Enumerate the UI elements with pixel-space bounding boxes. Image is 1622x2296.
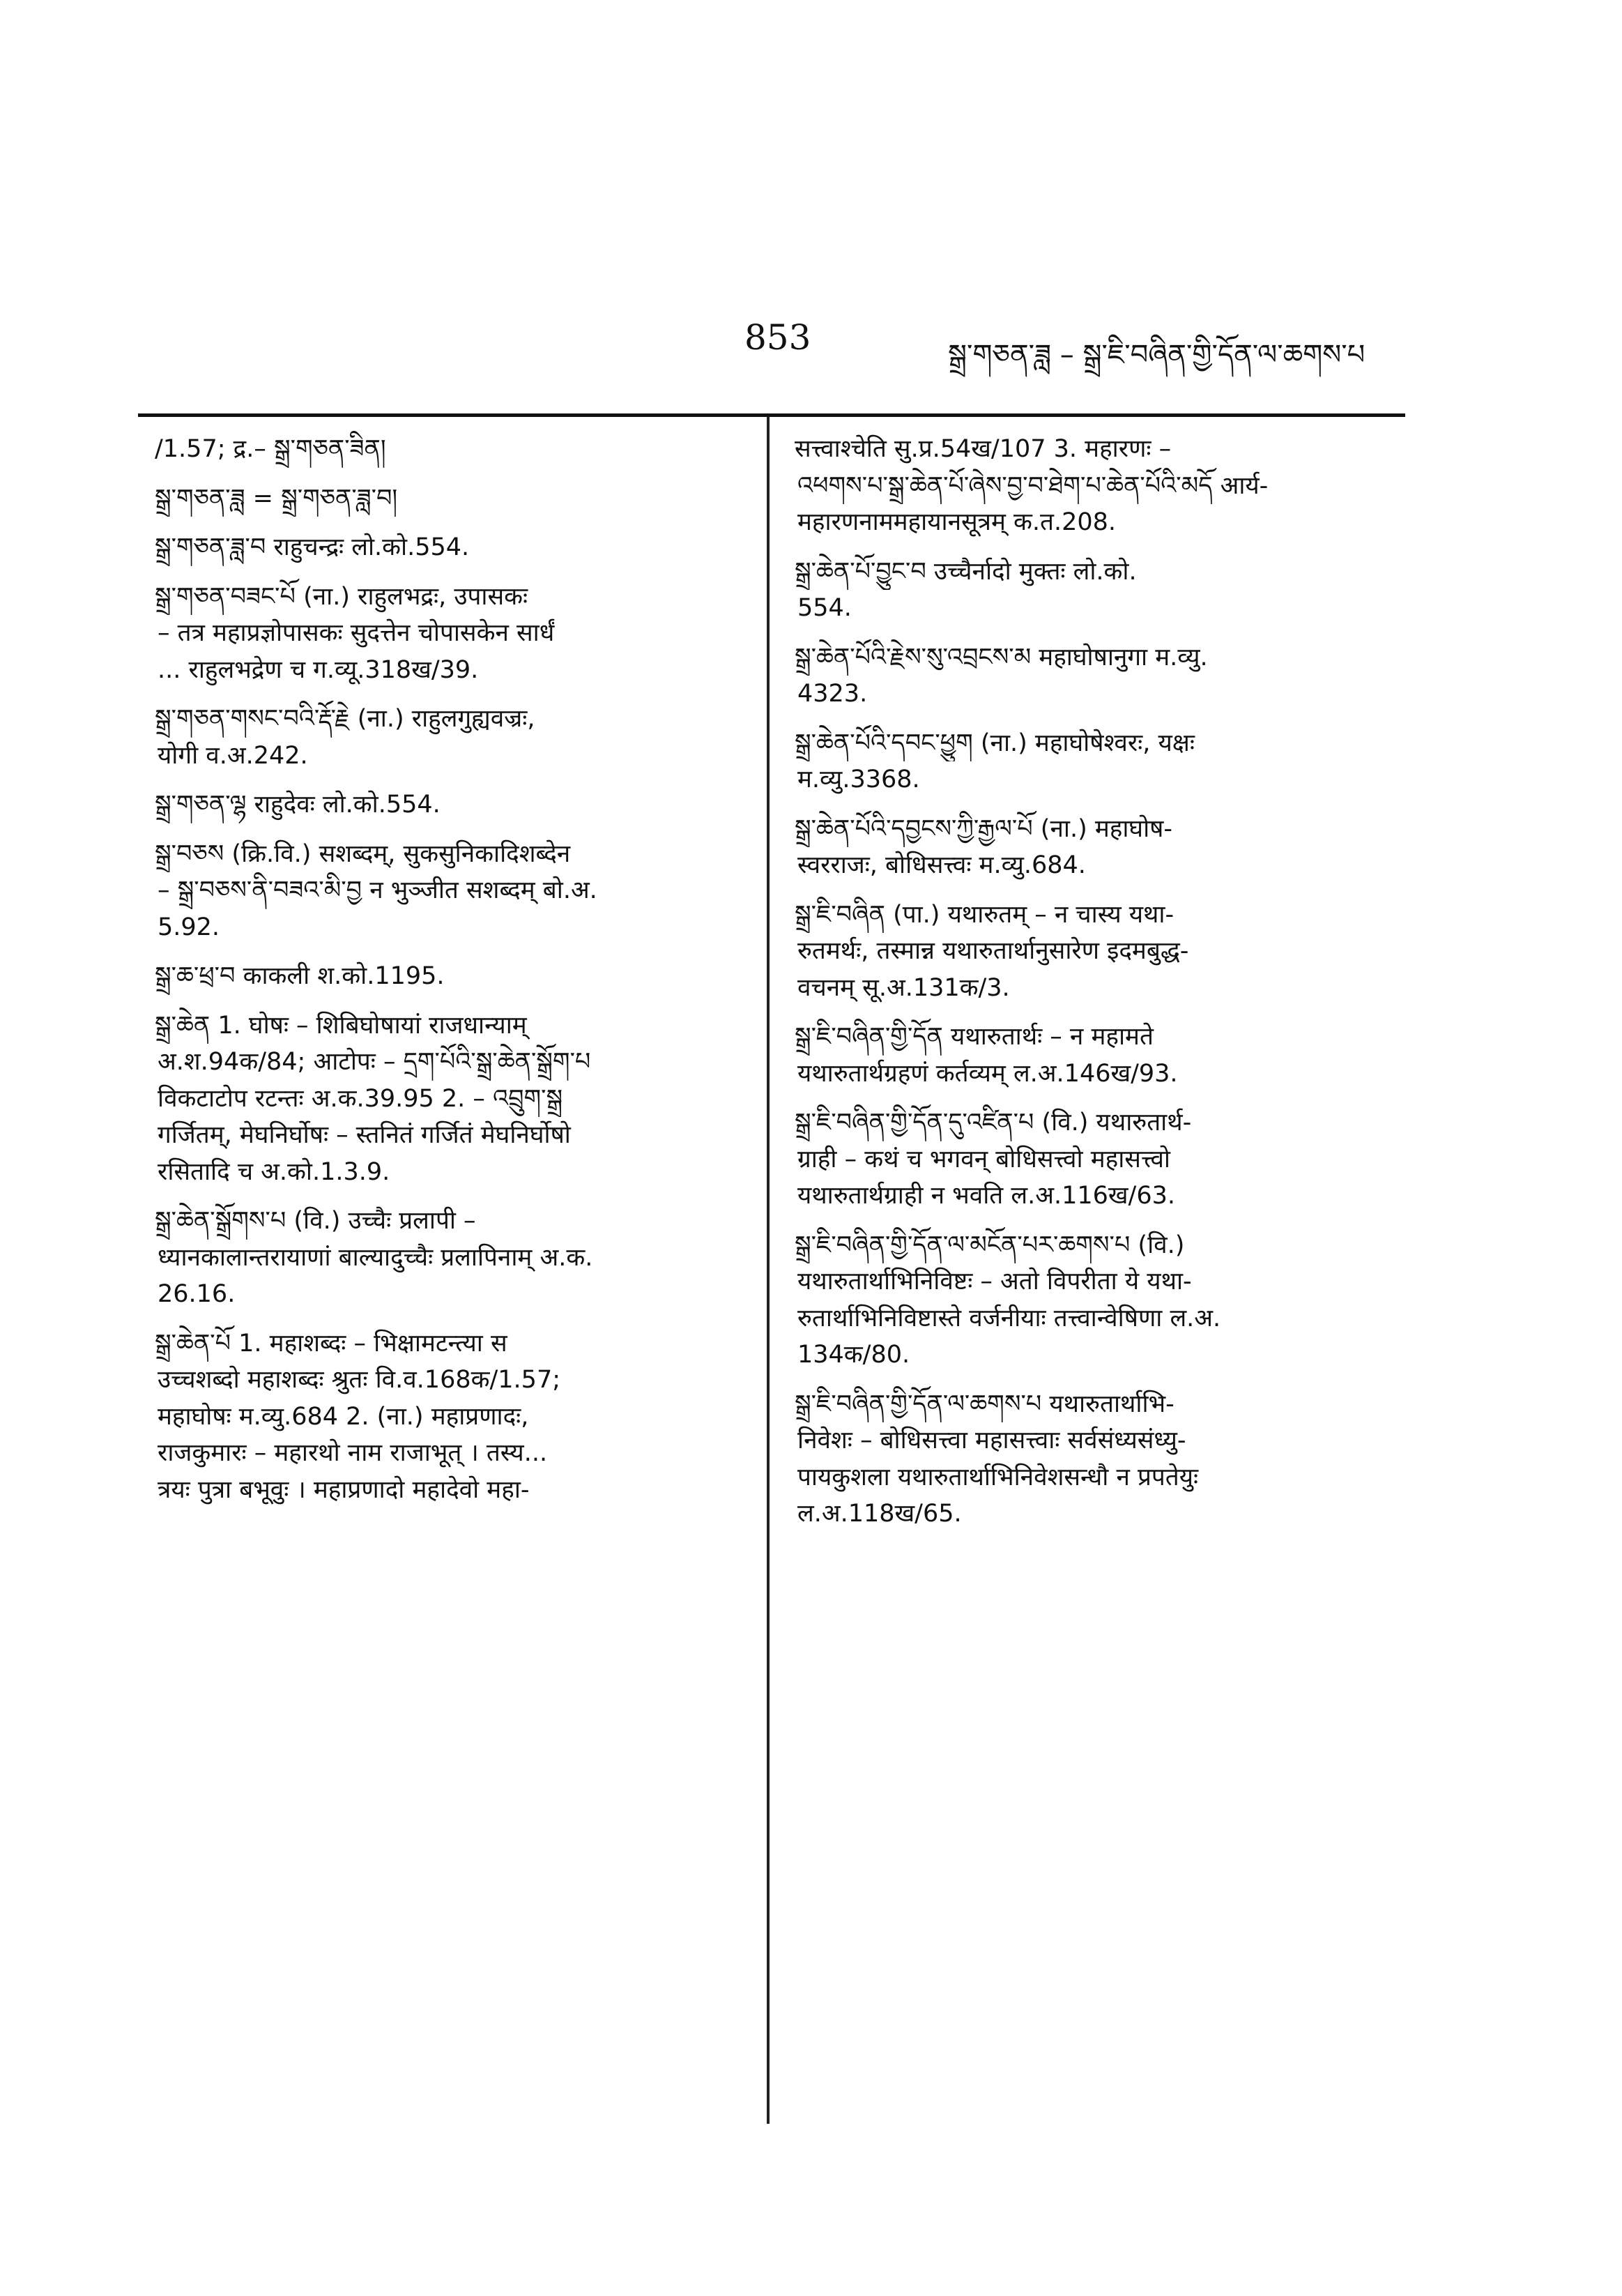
entry-headline: སྒྲ་ཆེན་སྒྲོགས་པ (वि.) उच्चैः प्रलापी – (155, 1207, 476, 1235)
dictionary-entry (795, 725, 1401, 798)
entry-line: वचनम् सू.अ.131क/3. (797, 973, 1010, 1002)
dictionary-entry (155, 1203, 761, 1313)
entry-headline: སྒྲ་ཇི་བཞིན (पा.) यथारुतम् – न चास्य यथा- (795, 900, 1175, 929)
entry-line: विकटाटोप रटन्तः अ.क.39.95 2. – འབྲུག་སྒྲ (158, 1084, 563, 1113)
entry-headline: སྒྲ་ཇི་བཞིན་གྱི་དོན यथारुतार्थः – न महामते (795, 1023, 1154, 1051)
entry-line: འཕགས་པ་སྒྲ་ཆེན་པོ་ཞེས་བྱ་བ་ཐེག་པ་ཆེན་པོའི་མདོ आर्य- (797, 471, 1269, 500)
entry-line: ध्यानकालान्तरायाणां बाल्यादुच्चैः प्रलापिनाम् अ.क. (158, 1243, 593, 1272)
entry-headline: སྒྲ་ཆེན་པོའི་རྗེས་སུ་འབྲངས་མ महाघोषानुगा म.व्यु. (795, 643, 1208, 671)
entry-line: 554. (797, 594, 852, 622)
dictionary-entry (795, 1386, 1401, 1533)
entry-line: रसितादि च अ.को.1.3.9. (158, 1157, 390, 1186)
entry-headline: སྒྲ་གཅན་ཟླ་བ राहुचन्द्रः लो.को.554. (155, 533, 470, 561)
entry-headline: སྒྲ་གཅན་བཟང་པོ (ना.) राहुलभद्रः, उपासकः (155, 582, 528, 611)
entry-headline: སྒྲ་ཇི་བཞིན་གྱི་དོན་ལ་མངོན་པར་ཆགས་པ (वि.) (795, 1231, 1185, 1259)
entry-headline: སྒྲ་གཅན་ལྷ राहुदेवः लो.को.554. (155, 791, 441, 819)
entry-line: पायकुशला यथारुतार्थाभिनिवेशसन्धौ न प्रपतेयुः (797, 1463, 1199, 1491)
entry-headline: सत्त्वाश्चेति सु.प्र.54ख/107 3. महारणः – (795, 435, 1172, 463)
right-column (795, 431, 1401, 1545)
dictionary-entry (155, 529, 761, 566)
dictionary-entry (155, 836, 761, 946)
dictionary-entry (795, 1019, 1401, 1092)
entry-line: – སྒྲ་བཅས་ནི་བཟའ་མི་བྱ न भुञ्जीत सशब्दम् बो.अ. (158, 876, 597, 904)
dictionary-entry (155, 480, 761, 517)
dictionary-entry (795, 1104, 1401, 1215)
entry-line: राजकुमारः – महारथो नाम राजाभूत् । तस्य... (158, 1439, 548, 1467)
entry-line: गर्जितम्, मेघनिर्घोषः – स्तनितं गर्जितं मेघनिर्घोषो (158, 1121, 571, 1149)
entry-line: 134क/80. (797, 1341, 910, 1369)
left-column (155, 431, 761, 1521)
entry-line: यथारुतार्थग्राही न भवति ल.अ.116ख/63. (797, 1182, 1175, 1210)
entry-headline: /1.57; द्र.– སྒྲ་གཅན་ཟིན། (155, 435, 386, 463)
entry-headline: སྒྲ་བཅས (क्रि.वि.) सशब्दम्, सुकसुनिकादिशब्देन (155, 839, 571, 868)
dictionary-entry (795, 811, 1401, 884)
running-head: སྒྲ་གཅན་ཟླ – སྒྲ་ཇི་བཞིན་གྱི་དོན་ལ་ཆགས་པ (948, 339, 1365, 371)
dictionary-entry (795, 897, 1401, 1007)
dictionary-entry (795, 431, 1401, 541)
entry-line: 4323. (797, 680, 868, 708)
entry-line: रुतार्थाभिनिविष्टास्ते वर्जनीयाः तत्त्वान्वेषिणा ल.अ. (797, 1304, 1221, 1332)
dictionary-entry (155, 431, 761, 468)
entry-line: महारणनाममहायानसूत्रम् क.त.208. (797, 508, 1117, 536)
page-number: 853 (744, 317, 811, 358)
dictionary-entry (795, 1227, 1401, 1374)
entry-headline: སྒྲ་ཇི་བཞིན་གྱི་དོན་ལ་ཆགས་པ यथारुतार्थाभि- (795, 1390, 1175, 1418)
entry-line: यथारुतार्थग्रहणं कर्तव्यम् ल.अ.146ख/93. (797, 1059, 1178, 1088)
entry-line: – तत्र महाप्रज्ञोपासकः सुदत्तेन चोपासकेन सार्धं (158, 619, 555, 647)
dictionary-entry (795, 554, 1401, 627)
entry-headline: སྒྲ་ཆེན་པོ་བྱུང་བ उच्चैर्नादो मुक्तः लो.को. (795, 557, 1137, 586)
entry-line: निवेशः – बोधिसत्त्वा महासत्त्वाः सर्वसंध्यसंध्यु- (797, 1427, 1186, 1454)
entry-line: त्रयः पुत्रा बभूवुः । महाप्रणादो महादेवो महा- (158, 1475, 530, 1504)
entry-line: यथारुतार्थाभिनिविष्टः – अतो विपरीता ये यथा- (797, 1268, 1192, 1295)
entry-line: योगी व.अ.242. (158, 741, 308, 770)
dictionary-entry (155, 786, 761, 823)
entry-line: म.व्यु.3368. (797, 766, 920, 793)
entry-line: रुतमर्थः, तस्मान्न यथारुतार्थानुसारेण इदमबुद्ध- (797, 937, 1189, 965)
dictionary-entry (155, 958, 761, 995)
entry-headline: སྒྲ་ཆེན་པོ 1. महाशब्दः – भिक्षामटन्त्या स (155, 1329, 507, 1358)
dictionary-entry (155, 579, 761, 689)
entry-line: स्वरराजः, बोधिसत्त्वः म.व्यु.684. (797, 851, 1086, 879)
entry-line: 5.92. (158, 913, 220, 941)
top-rule (138, 413, 1405, 417)
entry-headline: སྒྲ་གཅན་གསང་བའི་རྡོ་རྗེ (ना.) राहुलगुह्यवज्रः, (155, 705, 535, 733)
dictionary-entry (795, 639, 1401, 713)
entry-headline: སྒྲ་ཆེན་པོའི་དབྱངས་ཀྱི་རྒྱལ་པོ (ना.) महाघोष- (795, 814, 1173, 843)
entry-line: उच्चशब्दो महाशब्दः श्रुतः वि.व.168क/1.57; (158, 1366, 561, 1394)
dictionary-entry (155, 701, 761, 774)
entry-headline: སྒྲ་ཆེན་པོའི་དབང་ཕྱུག (ना.) महाघोषेश्वरः, यक्षः (795, 729, 1195, 757)
entry-line: अ.श.94क/84; आटोपः – དྲག་པོའི་སྒྲ་ཆེན་སྒྲོག་པ (158, 1048, 591, 1076)
entry-line: ल.अ.118ख/65. (797, 1500, 962, 1528)
entry-line: 26.16. (158, 1280, 236, 1308)
entry-headline: སྒྲ་ཇི་བཞིན་གྱི་དོན་དུ་འཛིན་པ (वि.) यथारुतार्थ- (795, 1109, 1192, 1136)
column-divider (767, 417, 770, 2124)
dictionary-entry (155, 1325, 761, 1509)
entry-headline: སྒྲ་ཆེན 1. घोषः – शिबिघोषायां राजधान्याम् (155, 1011, 527, 1040)
dictionary-entry (155, 1008, 761, 1191)
entry-headline: སྒྲ་ཆ་ཕྲ་བ काकली श.को.1195. (155, 962, 445, 990)
entry-line: ग्राही – कथं च भगवन् बोधिसत्त्वो महासत्त्वो (797, 1145, 1170, 1173)
entry-line: ... राहुलभद्रेण च ग.व्यू.318ख/39. (158, 655, 479, 684)
entry-line: महाघोषः म.व्यु.684 2. (ना.) महाप्रणादः, (158, 1402, 529, 1431)
entry-headline: སྒྲ་གཅན་ཟླ = སྒྲ་གཅན་ཟླ་བ། (155, 484, 398, 512)
